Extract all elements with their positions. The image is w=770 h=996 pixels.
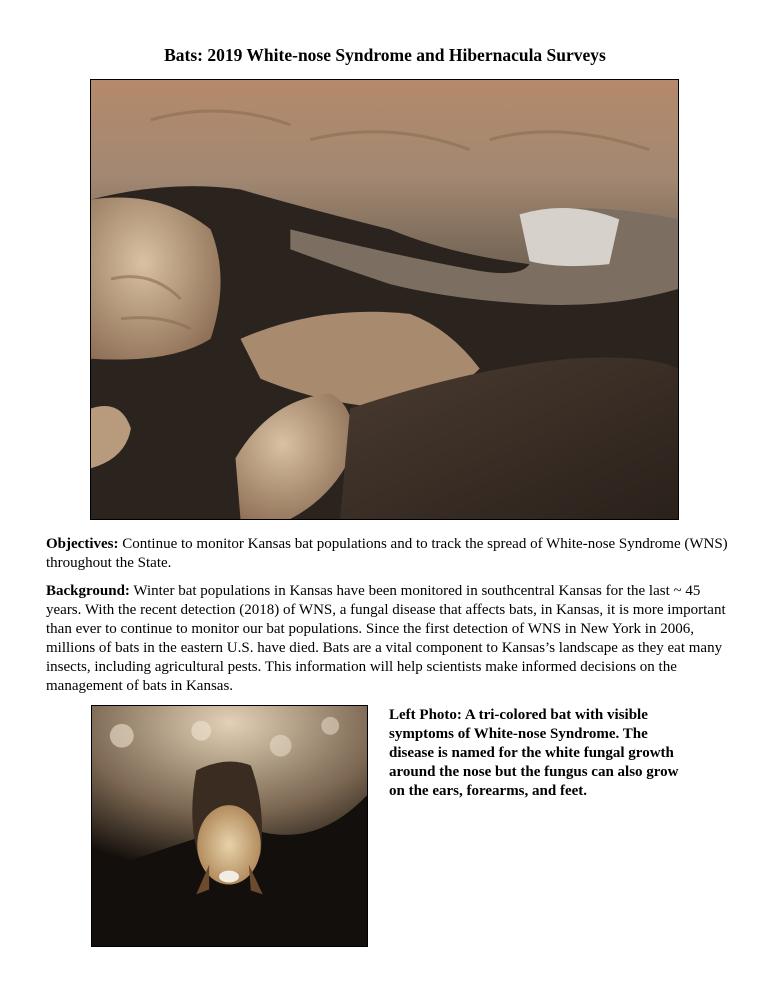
- objectives-paragraph: [46, 535, 730, 573]
- background-text: Winter bat populations in Kansas have been monitored in southcentral Kansas for the last ~ 45 years. With the recent detection (2018) of WNS, a fungal disease that affects bats, in Kansas, it is more important than ever to continue to monitor our bat populations. Since the first detection of WNS in New York in 2006, millions of bats in the eastern U.S. have died. Bats are a vital component to Kansas’s landscape as they eat many insects, including agricultural pests. This information will help scientists make informed decisions on the management of bats in Kansas.: [46, 583, 726, 694]
- page-title: Bats: 2019 White-nose Syndrome and Hibernacula Surveys: [164, 45, 606, 65]
- bat-photo: [91, 705, 368, 947]
- objectives-text: Continue to monitor Kansas bat populations and to track the spread of White-nose Syndrome (WNS) throughout the State.: [46, 536, 728, 571]
- objectives-label: Objectives:: [46, 536, 119, 552]
- background-label: Background:: [46, 583, 130, 599]
- cave-photo-graphic: [91, 80, 678, 519]
- cave-photo: [90, 79, 679, 520]
- background-paragraph: [46, 582, 730, 696]
- bat-photo-caption: Left Photo: A tri-colored bat with visible symptoms of White-nose Syndrome. The disease is named for the white fungal growth around the nose but the fungus can also grow on the ears, forearms, and feet.: [389, 707, 679, 799]
- bat-photo-graphic: [92, 706, 367, 946]
